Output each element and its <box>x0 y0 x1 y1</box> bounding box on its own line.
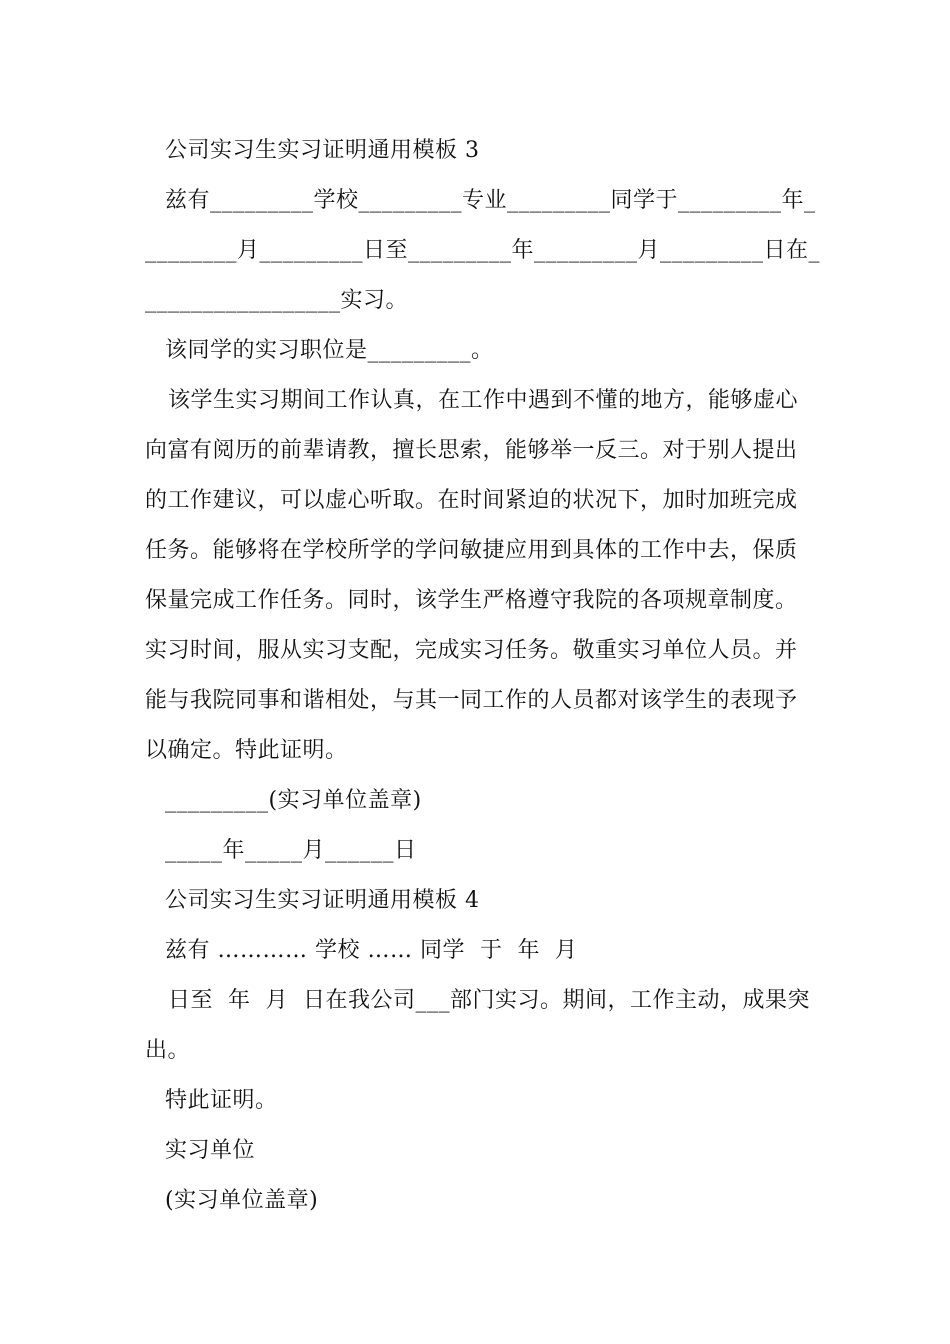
template3-body-line-3: 的工作建议，可以虚心听取。在时间紧迫的状况下，加时加班完成 <box>145 488 798 513</box>
template3-stamp-line: _________(实习单位盖章) <box>165 788 422 813</box>
template3-date-line: _____年_____月______日 <box>165 838 417 863</box>
template3-intro-line-2: ________月_________日至_________年_________月_________日在_ <box>145 238 821 263</box>
template3-body-line-4: 任务。能够将在学校所学的学问敏捷应用到具体的工作中去，保质 <box>145 538 798 563</box>
template3-body-line-2: 向富有阅历的前辈请教，擅长思索，能够举一反三。对于别人提出 <box>145 438 798 463</box>
template3-body-line-8: 以确定。特此证明。 <box>145 738 348 763</box>
template4-unit: 实习单位 <box>165 1138 256 1163</box>
template4-title: 公司实习生实习证明通用模板 4 <box>165 888 480 913</box>
template3-intro-line-1: 兹有_________学校_________专业_________同学于_________年_ <box>165 188 816 213</box>
template4-intro-line-3: 出。 <box>145 1038 191 1063</box>
template3-title: 公司实习生实习证明通用模板 3 <box>165 138 480 163</box>
template3-body-line-1: 该学生实习期间工作认真，在工作中遇到不懂的地方，能够虚心 <box>168 388 799 413</box>
template3-body-line-6: 实习时间，服从实习支配，完成实习任务。敬重实习单位人员。并 <box>145 638 798 663</box>
template4-certify: 特此证明。 <box>165 1088 278 1113</box>
template3-body-line-5: 保量完成工作任务。同时，该学生严格遵守我院的各项规章制度。 <box>145 588 798 613</box>
template4-intro-line-1: 兹有 ………… 学校 …… 同学 于 年 月 <box>165 938 578 963</box>
template3-body-line-7: 能与我院同事和谐相处，与其一同工作的人员都对该学生的表现予 <box>145 688 798 713</box>
template3-position-line: 该同学的实习职位是_________。 <box>165 338 494 363</box>
template3-intro-line-3: _________________实习。 <box>145 288 409 313</box>
template4-stamp: (实习单位盖章) <box>165 1188 319 1213</box>
template4-intro-line-2: 日至 年 月 日在我公司___部门实习。期间，工作主动，成果突 <box>168 988 810 1013</box>
